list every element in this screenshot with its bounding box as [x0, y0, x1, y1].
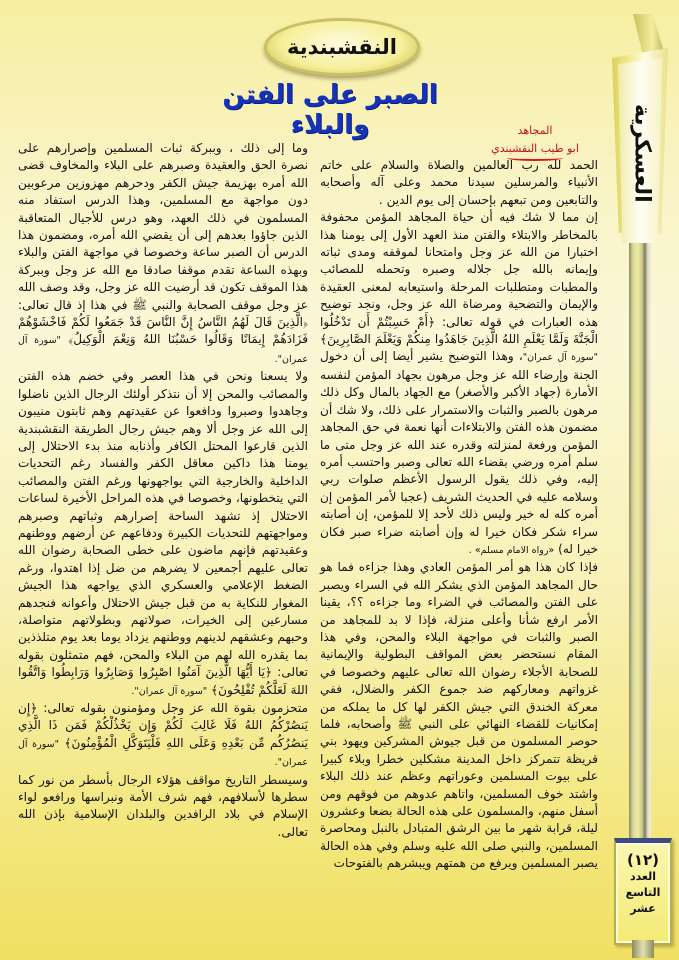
paragraph — [18, 700, 308, 772]
rail-foot — [632, 940, 654, 958]
banner-fold — [633, 14, 665, 54]
paragraph-text: متحزمون بقوة الله عز وجل ومؤمنون بقوله تعالى: ﴿إِن يَنصُرْكُمُ اللهُ فَلَا غَالِبَ لَكُمْ وَإِن يَخْذُلْكُمْ فَمَن ذَا الَّذِي يَنصُرُكُم مِّن بَعْدِهِ وَعَلَى اللهِ فَلْيَتَوَكَّلِ الْمُؤْمِنُونَ﴾ — [18, 701, 308, 750]
quran-reference: "سورة آل عمران" — [522, 352, 598, 364]
paragraph-text: وما إلى ذلك ، وببركة ثبات المسلمين وإصرارهم على نصرة الحق والعقيدة وصبرهم على البلاء والمخاوف قضى الله أمره بهزيمة جيش الكفر ودحرهم مهزوزين مرعوبين دون مواجهة مع المسلمين، وهذا الدرس استفاد منه المسلمون في ذلك العهد، وهو درس للأجيال المتعاقبة الذين جاؤوا بعدهم إلى أن يقضي الله أمره، ومضمون هذا الدرس أن الصبر ساعة وخصوصا في مواجهة الفتن والبلاء وبهذه الساعة تقدم موقفا صادقا مع الله عز وجل وببركة هذا الموقف تكون قد أرضيت الله عز وجل، وقد وصف الله عز وجل موقف الصحابة والنبي ﷺ في هذا إذ قال تعالى: ﴿الَّذِينَ قَالَ لَهُمُ النَّاسُ إِنَّ النَّاسَ قَدْ جَمَعُوا لَكُمْ فَاخْشَوْهُمْ فَزَادَهُمْ إِيمَانًا وَقَالُوا حَسْبُنَا اللهُ وَنِعْمَ الْوَكِيلُ﴾ — [18, 141, 308, 347]
paragraph-text: وسيسطر التاريخ مواقف هؤلاء الرجال بأسطر من نور كما سطرها لأسلافهم، فهم شرف الأمة ونبراسها ورافعو لواء الإسلام في بلاد الرافدين والبلدان الإسلامية بإذن الله تعالى. — [18, 772, 308, 839]
quran-reference: "سورة آل عمران". — [18, 335, 308, 365]
issue-number: (١٢) — [626, 851, 660, 869]
emblem-text: النقشبندية — [286, 35, 398, 59]
paragraph — [320, 157, 598, 209]
paragraph — [18, 140, 308, 368]
quran-reference: "سورة آل عمران". — [18, 738, 308, 769]
hadith-reference: «رواه الامام مسلم» . — [468, 544, 555, 556]
author-byline — [470, 122, 600, 161]
paragraph — [320, 209, 598, 559]
paragraph-text: ولا يسعنا ونحن في هذا العصر وفي خضم هذه الفتن والمصائب والمحن إلا أن نتذكر أولئك الرجال الذين ناضلوا وجاهدوا وصبروا ودافعوا عن عقيدتهم وهم ثابتون منيبون إلى الله عز وجل ألا وهم جيش رجال الطريقة النقشبندية الذين قارعوا المحتل الكافر وأذنابه منذ بدء الاحتلال إلى يومنا هذا داكين معاقل الكفر والفساد رغم التحديات الداخلية والخارجية التي يواجهونها ورغم الفتن والمصائب التي يتخطونها، وخصوصا في هذه المراحل الأخيرة لساعات الاحتلال إذ تشهد الساحة إصرارهم وثباتهم وصبرهم ومواجهتهم للتحديات الكبيرة ودفاعهم عن أرضهم ووطنهم وعقيدتهم فإنهم ماضون على خطى الصحابة رضوان الله تعالى عليهم أجمعين لا يضرهم من ضل إذا اهتدوا، ورغم الضغط الإعلامي والعسكري الذي يواجهه هذا الجيش المغوار للنكاية به من قبل جيش الاحتلال وأعوانه فنجدهم مسارعين إلى الخيرات، صولاتهم وبطولاتهم متواصلة، وحبهم وعشقهم لدينهم ووطنهم يزداد يوما بعد يوم متلذذين بما يقدره الله لهم من البلاء والمحن، فهم متمثلون بقوله تعالى: ﴿يَا أَيُّهَا الَّذِينَ آمَنُوا اصْبِرُوا وَصَابِرُوا وَرَابِطُوا وَاتَّقُوا اللهَ لَعَلَّكُمْ تُفْلِحُونَ﴾ — [18, 369, 308, 697]
article-column-left — [18, 140, 308, 841]
paragraph — [18, 368, 308, 700]
article-title: الصبر على الفتن والبلاء — [222, 80, 438, 140]
issue-badge — [614, 838, 672, 945]
article-column-right — [320, 157, 598, 873]
paragraph — [18, 772, 308, 842]
author-role: المجاهد — [517, 124, 553, 137]
emblem-oval — [264, 18, 420, 76]
paragraph — [320, 559, 598, 872]
paragraph-text: الحمد لله رب العالمين والصلاة والسلام على خاتم الأنبياء والمرسلين سيدنا محمد وعلى آله وأصحابه والتابعين ومن تبعهم بإحسان إلى يوم الدين . — [320, 158, 598, 207]
author-name: ابو طيب النقشبندي — [491, 142, 579, 155]
paragraph-text: ، وهذا التوضيح يشير أيضا إلى أن دخول الجنة وإرضاء الله عز وجل مرهون بجهاد المؤمن لنفسه الأمارة (جهاد الأكبر والأصغر) مع الجهاد بالمال وكل ذلك مرهون بالصبر والثبات والاستمرار على ذلك، ولا شك أن مضمون هذه الفتن والابتلاءات أنها نعمة في حق المجاهد المؤمن ورفعة لمنزلته وقدره عند الله عز وجل متى ما سلم أمره ورضي بقضاء الله تعالى وصبر واحتسب أمره إليه، وفي ذلك يقول الرسول الأعظم صلوات ربي وسلامه عليه في الحديث الشريف (عجبا لأمر المؤمن إن أمره كله له خير وليس ذلك لأحد إلا للمؤمن، إن أصابته سراء شكر فكان خيرا له وإن أصابته ضراء صبر فكان خيرا له) — [320, 349, 598, 556]
issue-label-line1: العدد — [629, 870, 657, 883]
paragraph-text: إن مما لا شك فيه أن حياة المجاهد المؤمن محفوفة بالمخاطر والابتلاء والفتن منذ العهد الأول إلى يومنا هذا اختبارا من الله عز وجل وامتحانا لموقفه ومدى ثباته وإيمانه بالله جل جلاله وصبره وتحمله للمصائب والمطبات ومتطلبات المرحلة واستيعابه لمعنى العقيدة والإيمان والتضحية ومرضاة الله عز وجل، ونجد توضيح هذه العبارات في قوله تعالى: ﴿أَمْ حَسِبْتُمْ أَن تَدْخُلُوا الْجَنَّةَ وَلَمَّا يَعْلَمِ اللهُ الَّذِينَ جَاهَدُوا مِنكُمْ وَيَعْلَمَ الصَّابِرِينَ﴾ — [320, 210, 598, 347]
issue-label-line2: التاسع — [625, 886, 661, 899]
section-label: العسكرية — [629, 103, 655, 203]
quran-reference: "سورة آل عمران". — [131, 685, 208, 697]
issue-label-line3: عشر — [630, 902, 656, 915]
paragraph-text: فإذا كان هذا هو أمر المؤمن العادي وهذا جزاءه فما هو حال المجاهد المؤمن الذي يشكر الله في السراء ويصبر على الفتن والمصائب في الضراء وما جزاءه ؟؟، يقينا الأمر ارفع شأنا وأعلى منزلة، فإذا لا بد للمجاهد من الصبر والثبات في مواجهة البلاء والمحن، وفي هذا المقام نستحضر بعض المواقف البطولية والإيمانية للصحابة الأجلاء رضوان الله تعالى عليهم وخصوصا في غزواتهم ومعاركهم ضد جموع الكفر والضلال، ففي معركة الخندق التي جيش الكفر لها كل ما يملكه من إمكانيات للقضاء النهائي على النبي ﷺ وأصحابه، فلما حوصر المسلمون من قبل جيوش المشركين ويهود بني قريظة تتمركز داخل المدينة مشكلين خطرا وبلاء كبيرا على بيوت المسلمين وعوراتهم وعظم عند ذلك البلاء واشتد خوف المسلمين، واتاهم عدوهم من فوقهم ومن أسفل منهم، والمسلمون على هذه الحالة بضعا وعشرون ليلة، قرابة شهر ما بين الرشق المتبادل بالنبل ومحاصرة المسلمين، والنبي صلى الله عليه وسلم وفي هذه الحالة يصبر المسلمين ويرفع من همتهم ويبشرهم بالفتوحات — [320, 560, 598, 871]
